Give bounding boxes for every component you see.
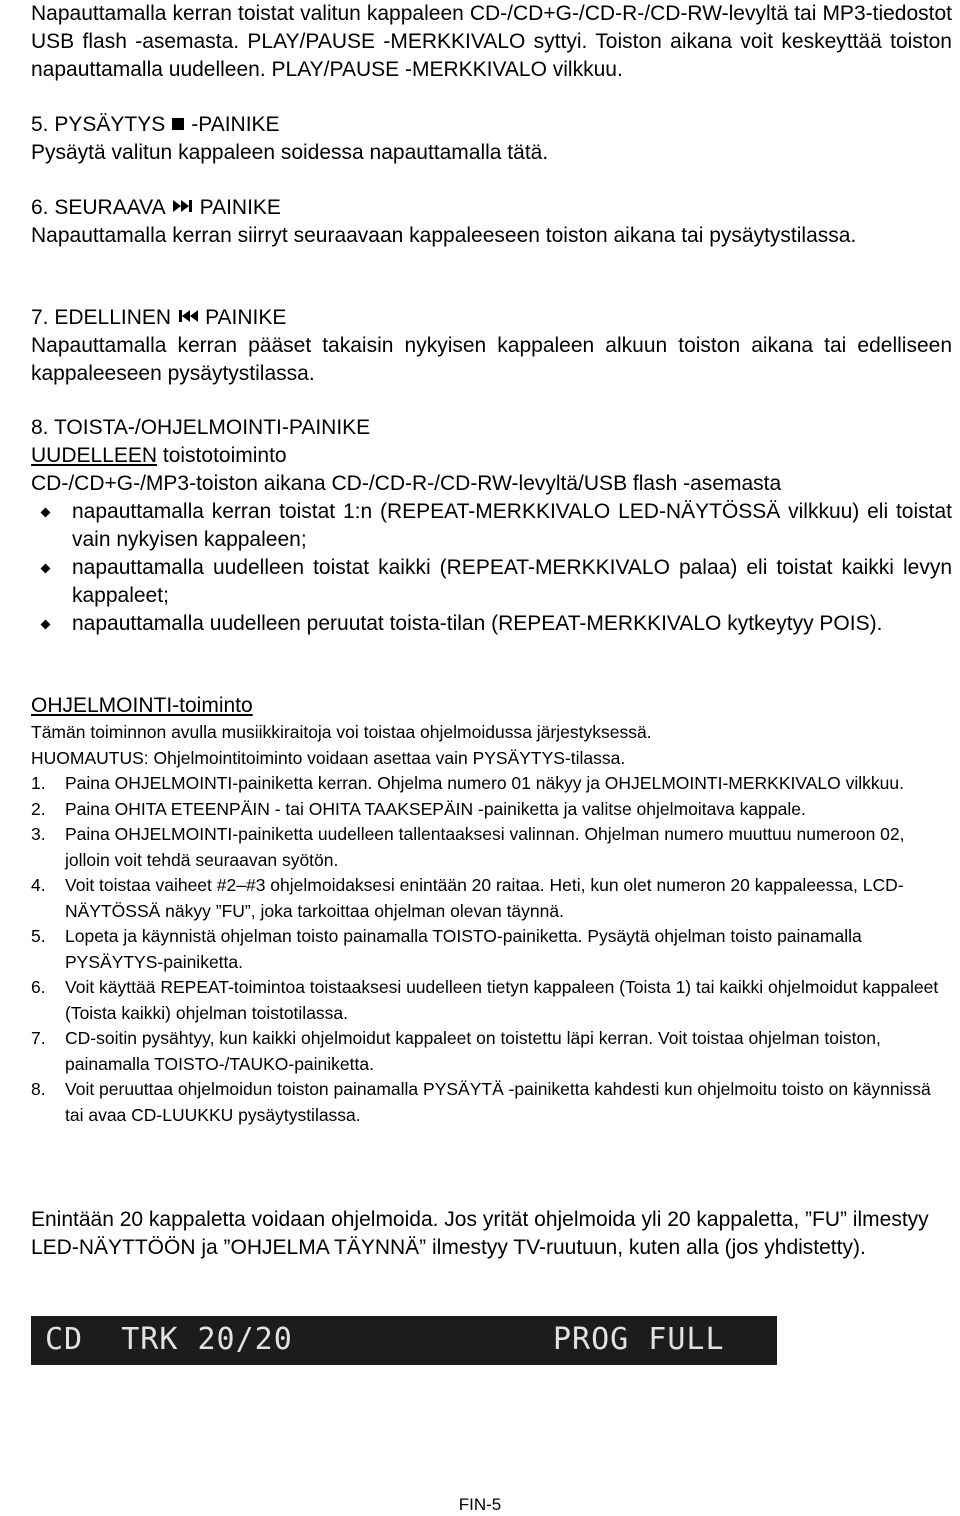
section-next xyxy=(31,194,952,250)
program-intro: Tämän toiminnon avulla musiikkiraitoja voi toistaa ohjelmoidussa järjestyksessä. xyxy=(31,722,652,742)
step-text: Paina OHITA ETEENPÄIN - tai OHITA TAAKSEPÄIN -painiketta ja valitse ohjelmoitava kappale. xyxy=(65,798,806,819)
list-item xyxy=(31,1077,952,1128)
previous-description: Napauttamalla kerran pääset takaisin nykyisen kappaleen alkuun toiston aikana tai edelliseen kappaleeseen pysäytystilassa. xyxy=(31,334,952,386)
step-number: 7. xyxy=(31,1028,46,1048)
step-number: 3. xyxy=(31,824,46,844)
lcd-track-readout: CD TRK 20/20 xyxy=(45,1322,293,1357)
step-text: Paina OHJELMOINTI-painiketta kerran. Ohjelma numero 01 näkyy ja OHJELMOINTI-MERKKIVALO vilkkuu. xyxy=(65,773,904,793)
list-item xyxy=(31,797,952,823)
step-text: Lopeta ja käynnistä ohjelman toisto painamalla TOISTO-painiketta. Pysäytä ohjelman toisto painamalla PYSÄYTYS-painiketta. xyxy=(65,926,862,972)
list-item xyxy=(31,610,952,638)
repeat-condition-line: CD-/CD+G-/MP3-toiston aikana CD-/CD-R-/CD-RW-levyltä/USB flash -asemasta xyxy=(31,472,782,495)
section-number: 5. xyxy=(31,113,49,136)
stop-description: Pysäytä valitun kappaleen soidessa napauttamalla tätä. xyxy=(31,141,549,165)
next-heading xyxy=(31,194,952,222)
section-previous xyxy=(31,304,952,388)
repeat-program-heading: 8. TOISTA-/OHJELMOINTI-PAINIKE xyxy=(31,416,371,439)
program-heading: OHJELMOINTI-toiminto xyxy=(31,694,253,717)
list-item xyxy=(31,822,952,873)
bullet-text: napauttamalla kerran toistat 1:n (REPEAT-MERKKIVALO LED-NÄYTÖSSÄ vilkkuu) eli toistat vain nykyisen kappaleen; xyxy=(72,500,952,551)
step-text: CD-soitin pysähtyy, kun kaikki ohjelmoidut kappaleet on toistettu läpi kerran. Voit toistaa ohjelman toiston, painamalla TOISTO-/TAUKO-painiketta. xyxy=(65,1028,881,1074)
skip-next-icon xyxy=(172,194,194,222)
list-item xyxy=(31,873,952,924)
bullet-text: napauttamalla uudelleen toistat kaikki (REPEAT-MERKKIVALO palaa) eli toistat kaikki levyn kappaleet; xyxy=(72,556,952,607)
step-number: 8. xyxy=(31,1079,46,1099)
section-title-suffix: PAINIKE xyxy=(199,196,281,219)
section-number: 7. xyxy=(31,306,49,329)
bullet-icon xyxy=(41,508,51,518)
page-number: FIN-5 xyxy=(458,1495,502,1514)
list-item xyxy=(31,1026,952,1077)
list-item xyxy=(31,498,952,554)
section-repeat-program xyxy=(31,414,952,638)
step-text: Voit toistaa vaiheet #2–#3 ohjelmoidaksesi enintään 20 raitaa. Heti, kun olet numeron 20 kappaleessa, LCD-NÄYTÖSSÄ näkyy ”FU”, joka tarkoittaa ohjelman olevan täynnä. xyxy=(65,875,904,921)
closing-paragraph: Enintään 20 kappaletta voidaan ohjelmoida. Jos yrität ohjelmoida yli 20 kappaletta, ”FU” ilmestyy LED-NÄYTTÖÖN ja ”OHJELMA TÄYNNÄ” ilmestyy TV-ruutuun, kuten alla (jos yhdistetty). xyxy=(31,1208,929,1259)
previous-heading xyxy=(31,304,952,332)
bullet-icon xyxy=(41,564,51,574)
section-title: PYSÄYTYS xyxy=(54,113,166,136)
next-description: Napauttamalla kerran siirryt seuraavaan kappaleeseen toiston aikana tai pysäytystilassa. xyxy=(31,224,857,248)
step-text: Paina OHJELMOINTI-painiketta uudelleen tallentaaksesi valinnan. Ohjelman numero muuttuu numeroon 02, jolloin voit tehdä seuraavan syötön. xyxy=(65,824,905,870)
list-item xyxy=(31,924,952,975)
stop-heading xyxy=(31,111,952,139)
repeat-subheading-underlined: UUDELLEEN xyxy=(31,444,158,467)
section-title: EDELLINEN xyxy=(54,306,172,329)
section-title-suffix: PAINIKE xyxy=(205,306,287,329)
section-title: SEURAAVA xyxy=(54,196,166,219)
step-number: 4. xyxy=(31,875,46,895)
lcd-display xyxy=(31,1316,777,1365)
intro-paragraph: Napauttamalla kerran toistat valitun kappaleen CD-/CD+G-/CD-R-/CD-RW-levyltä tai MP3-tiedostot USB flash -asemasta. PLAY/PAUSE -MERKKIVALO syttyi. Toiston aikana voit keskeyttää toiston napauttamalla uudelleen. PLAY/PAUSE -MERKKIVALO vilkkuu. xyxy=(31,2,952,81)
list-item xyxy=(31,975,952,1026)
bullet-text: napauttamalla uudelleen peruutat toista-tilan (REPEAT-MERKKIVALO kytkeytyy POIS). xyxy=(72,612,883,635)
section-number: 6. xyxy=(31,196,49,219)
stop-icon xyxy=(171,111,185,139)
step-number: 1. xyxy=(31,773,46,793)
step-number: 5. xyxy=(31,926,46,946)
step-text: Voit käyttää REPEAT-toimintoa toistaaksesi uudelleen tietyn kappaleen (Toista 1) tai kaikki ohjelmoidut kappaleet (Toista kaikki) ohjelman toistotilassa. xyxy=(65,977,939,1023)
lcd-status-readout: PROG FULL xyxy=(553,1322,725,1357)
list-item xyxy=(31,771,952,797)
bullet-icon xyxy=(41,620,51,630)
section-stop xyxy=(31,111,952,167)
program-note: HUOMAUTUS: Ohjelmointitoiminto voidaan asettaa vain PYSÄYTYS-tilassa. xyxy=(31,747,626,768)
step-number: 2. xyxy=(31,798,46,819)
repeat-subheading-rest: toistotoiminto xyxy=(157,444,287,467)
repeat-subheading xyxy=(31,442,952,470)
section-program-function xyxy=(31,692,952,1128)
step-number: 6. xyxy=(31,977,46,997)
section-title-suffix: -PAINIKE xyxy=(191,113,280,136)
step-text: Voit peruuttaa ohjelmoidun toiston painamalla PYSÄYTÄ -painiketta kahdesti kun ohjelmoitu toisto on käynnissä tai avaa CD-LUUKKU pysäytystilassa. xyxy=(65,1079,931,1125)
list-item xyxy=(31,554,952,610)
skip-previous-icon xyxy=(177,304,199,332)
